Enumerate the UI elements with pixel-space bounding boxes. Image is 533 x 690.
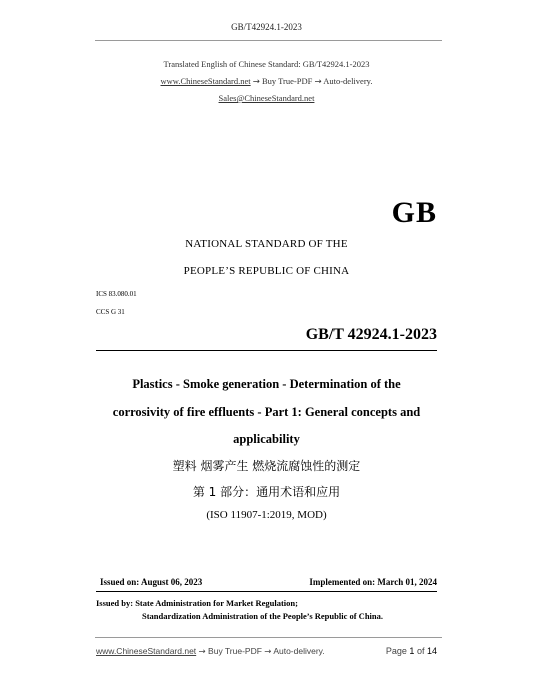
footer-site-link[interactable]: www.ChineseStandard.net — [96, 646, 197, 656]
arrow-icon: → — [198, 647, 206, 657]
email-link[interactable]: Sales@ChineseStandard.net — [218, 93, 315, 103]
ccs-code: CCS G 31 — [96, 308, 125, 316]
footer-buy-text: Buy True-PDF — [208, 646, 262, 656]
arrow-icon: → — [264, 647, 272, 657]
arrow-icon: → — [314, 77, 322, 87]
running-header: GB/T42924.1-2023 — [231, 22, 302, 32]
title-divider — [96, 350, 437, 351]
header-divider — [95, 40, 442, 41]
footer-auto-text: Auto-delivery. — [273, 646, 325, 656]
footer-purchase-line — [96, 646, 325, 657]
buy-text: Buy True-PDF — [262, 76, 313, 86]
standard-number: GB/T 42924.1-2023 — [305, 326, 437, 343]
page-of: of — [416, 646, 425, 656]
issued-on-date: Issued on: August 06, 2023 — [100, 577, 203, 587]
page-label: Page — [385, 646, 407, 656]
iso-reference: (ISO 11907-1:2019, MOD) — [206, 509, 327, 521]
chinese-title-line1: 塑料 烟雾产生 燃烧流腐蚀性的测定 — [172, 459, 361, 473]
translation-notice: Translated English of Chinese Standard: GB/T42924.1-2023 — [163, 59, 370, 69]
english-title-line1: Plastics - Smoke generation - Determination of the — [132, 377, 401, 391]
purchase-line — [0, 76, 533, 87]
page-total: 14 — [426, 646, 437, 656]
page-current: 1 — [409, 646, 415, 656]
chinese-title-line2: 第 1 部分：通用术语和应用 — [192, 485, 341, 499]
date-divider — [96, 591, 437, 592]
issued-by-line2: Standardization Administration of the People’s Republic of China. — [142, 611, 384, 621]
arrow-icon: → — [252, 77, 260, 87]
english-title-line2: corrosivity of fire effluents - Part 1: General concepts and — [112, 405, 421, 419]
site-link[interactable]: www.ChineseStandard.net — [160, 76, 251, 86]
page-indicator — [386, 646, 437, 656]
email-line — [0, 93, 533, 103]
issued-by-line1: Issued by: State Administration for Market Regulation; — [96, 598, 298, 608]
gb-mark: GB — [391, 196, 437, 229]
footer-divider — [95, 637, 442, 638]
ics-code: ICS 83.080.01 — [96, 290, 137, 298]
implemented-on-date: Implemented on: March 01, 2024 — [309, 577, 437, 587]
english-title-line3: applicability — [233, 432, 300, 446]
national-standard-line1: NATIONAL STANDARD OF THE — [185, 238, 348, 250]
national-standard-line2: PEOPLE’S REPUBLIC OF CHINA — [183, 265, 350, 277]
auto-delivery-text: Auto-delivery. — [323, 76, 373, 86]
